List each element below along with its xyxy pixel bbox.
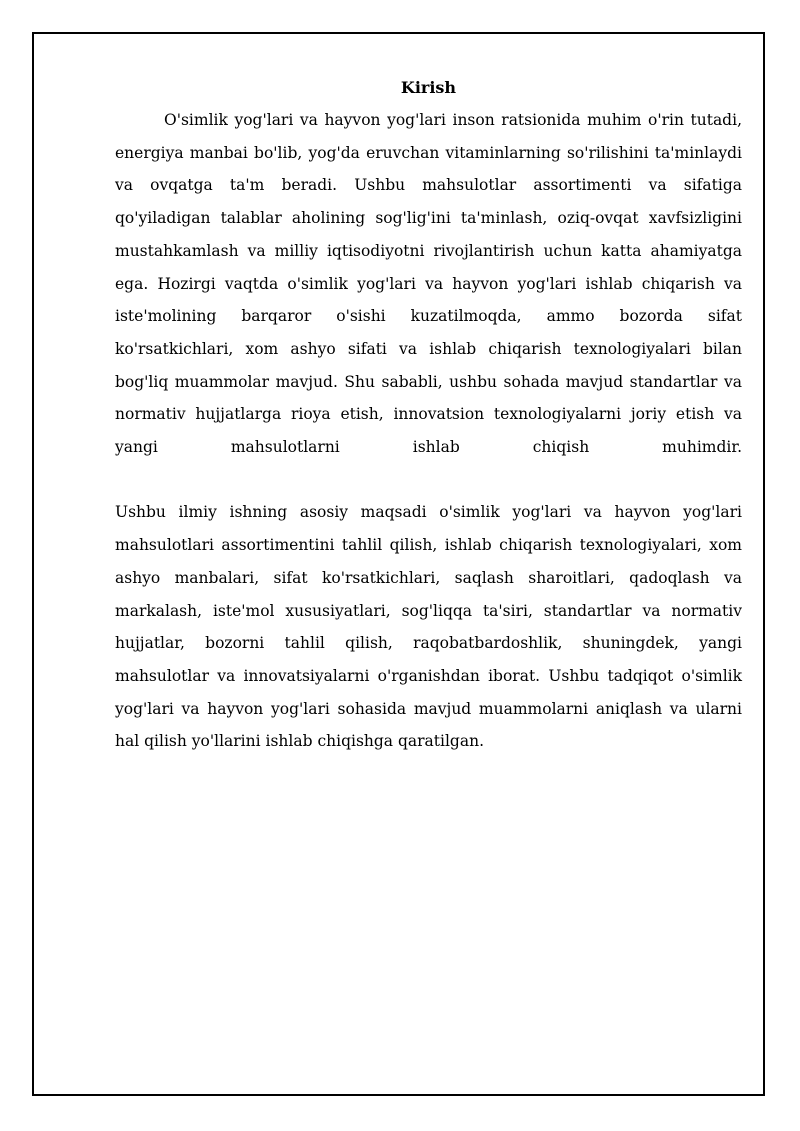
- paragraph-spacer: [115, 464, 742, 497]
- document-body: [115, 76, 742, 758]
- paragraph-aim: Ushbu ilmiy ishning asosiy maqsadi o'simlik yog'lari va hayvon yog'lari mahsulotlari assortimentini tahlil qilish, ishlab chiqarish texnologiyalari, xom ashyo manbalari, sifat ko'rsatkichlari, saqlash sharoitlari, qadoqlash va markalash, iste'mol xususiyatlari, sog'liqqa ta'siri, standartlar va normativ hujjatlar, bozorni tahlil qilish, raqobatbardoshlik, shuningdek, yangi mahsulotlar va innovatsiyalarni o'rganishdan iborat. Ushbu tadqiqot o'simlik yog'lari va hayvon yog'lari sohasida mavjud muammolarni aniqlash va ularni hal qilish yo'llarini ishlab chiqishga qaratilgan.: [115, 503, 742, 751]
- paragraph-intro: O'simlik yog'lari va hayvon yog'lari inson ratsionida muhim o'rin tutadi, energiya manbai bo'lib, yog'da eruvchan vitaminlarning so'rilishini ta'minlaydi va ovqatga ta'm beradi. Ushbu mahsulotlar assortimenti va sifatiga qo'yiladigan talablar aholining sog'lig'ini ta'minlash, oziq-ovqat xavfsizligini mustahkamlash va milliy iqtisodiyotni rivojlantirish uchun katta ahamiyatga ega. Hozirgi vaqtda o'simlik yog'lari va hayvon yog'lari ishlab chiqarish va iste'molining barqaror o'sishi kuzatilmoqda, ammo bozorda sifat ko'rsatkichlari, xom ashyo sifati va ishlab chiqarish texnologiyalari bilan bog'liq muammolar mavjud. Shu sababli, ushbu sohada mavjud standartlar va normativ hujjatlarga rioya etish, innovatsion texnologiyalarni joriy etish va yangi mahsulotlarni ishlab chiqish muhimdir.: [115, 111, 742, 457]
- document-title: Kirish: [400, 78, 457, 97]
